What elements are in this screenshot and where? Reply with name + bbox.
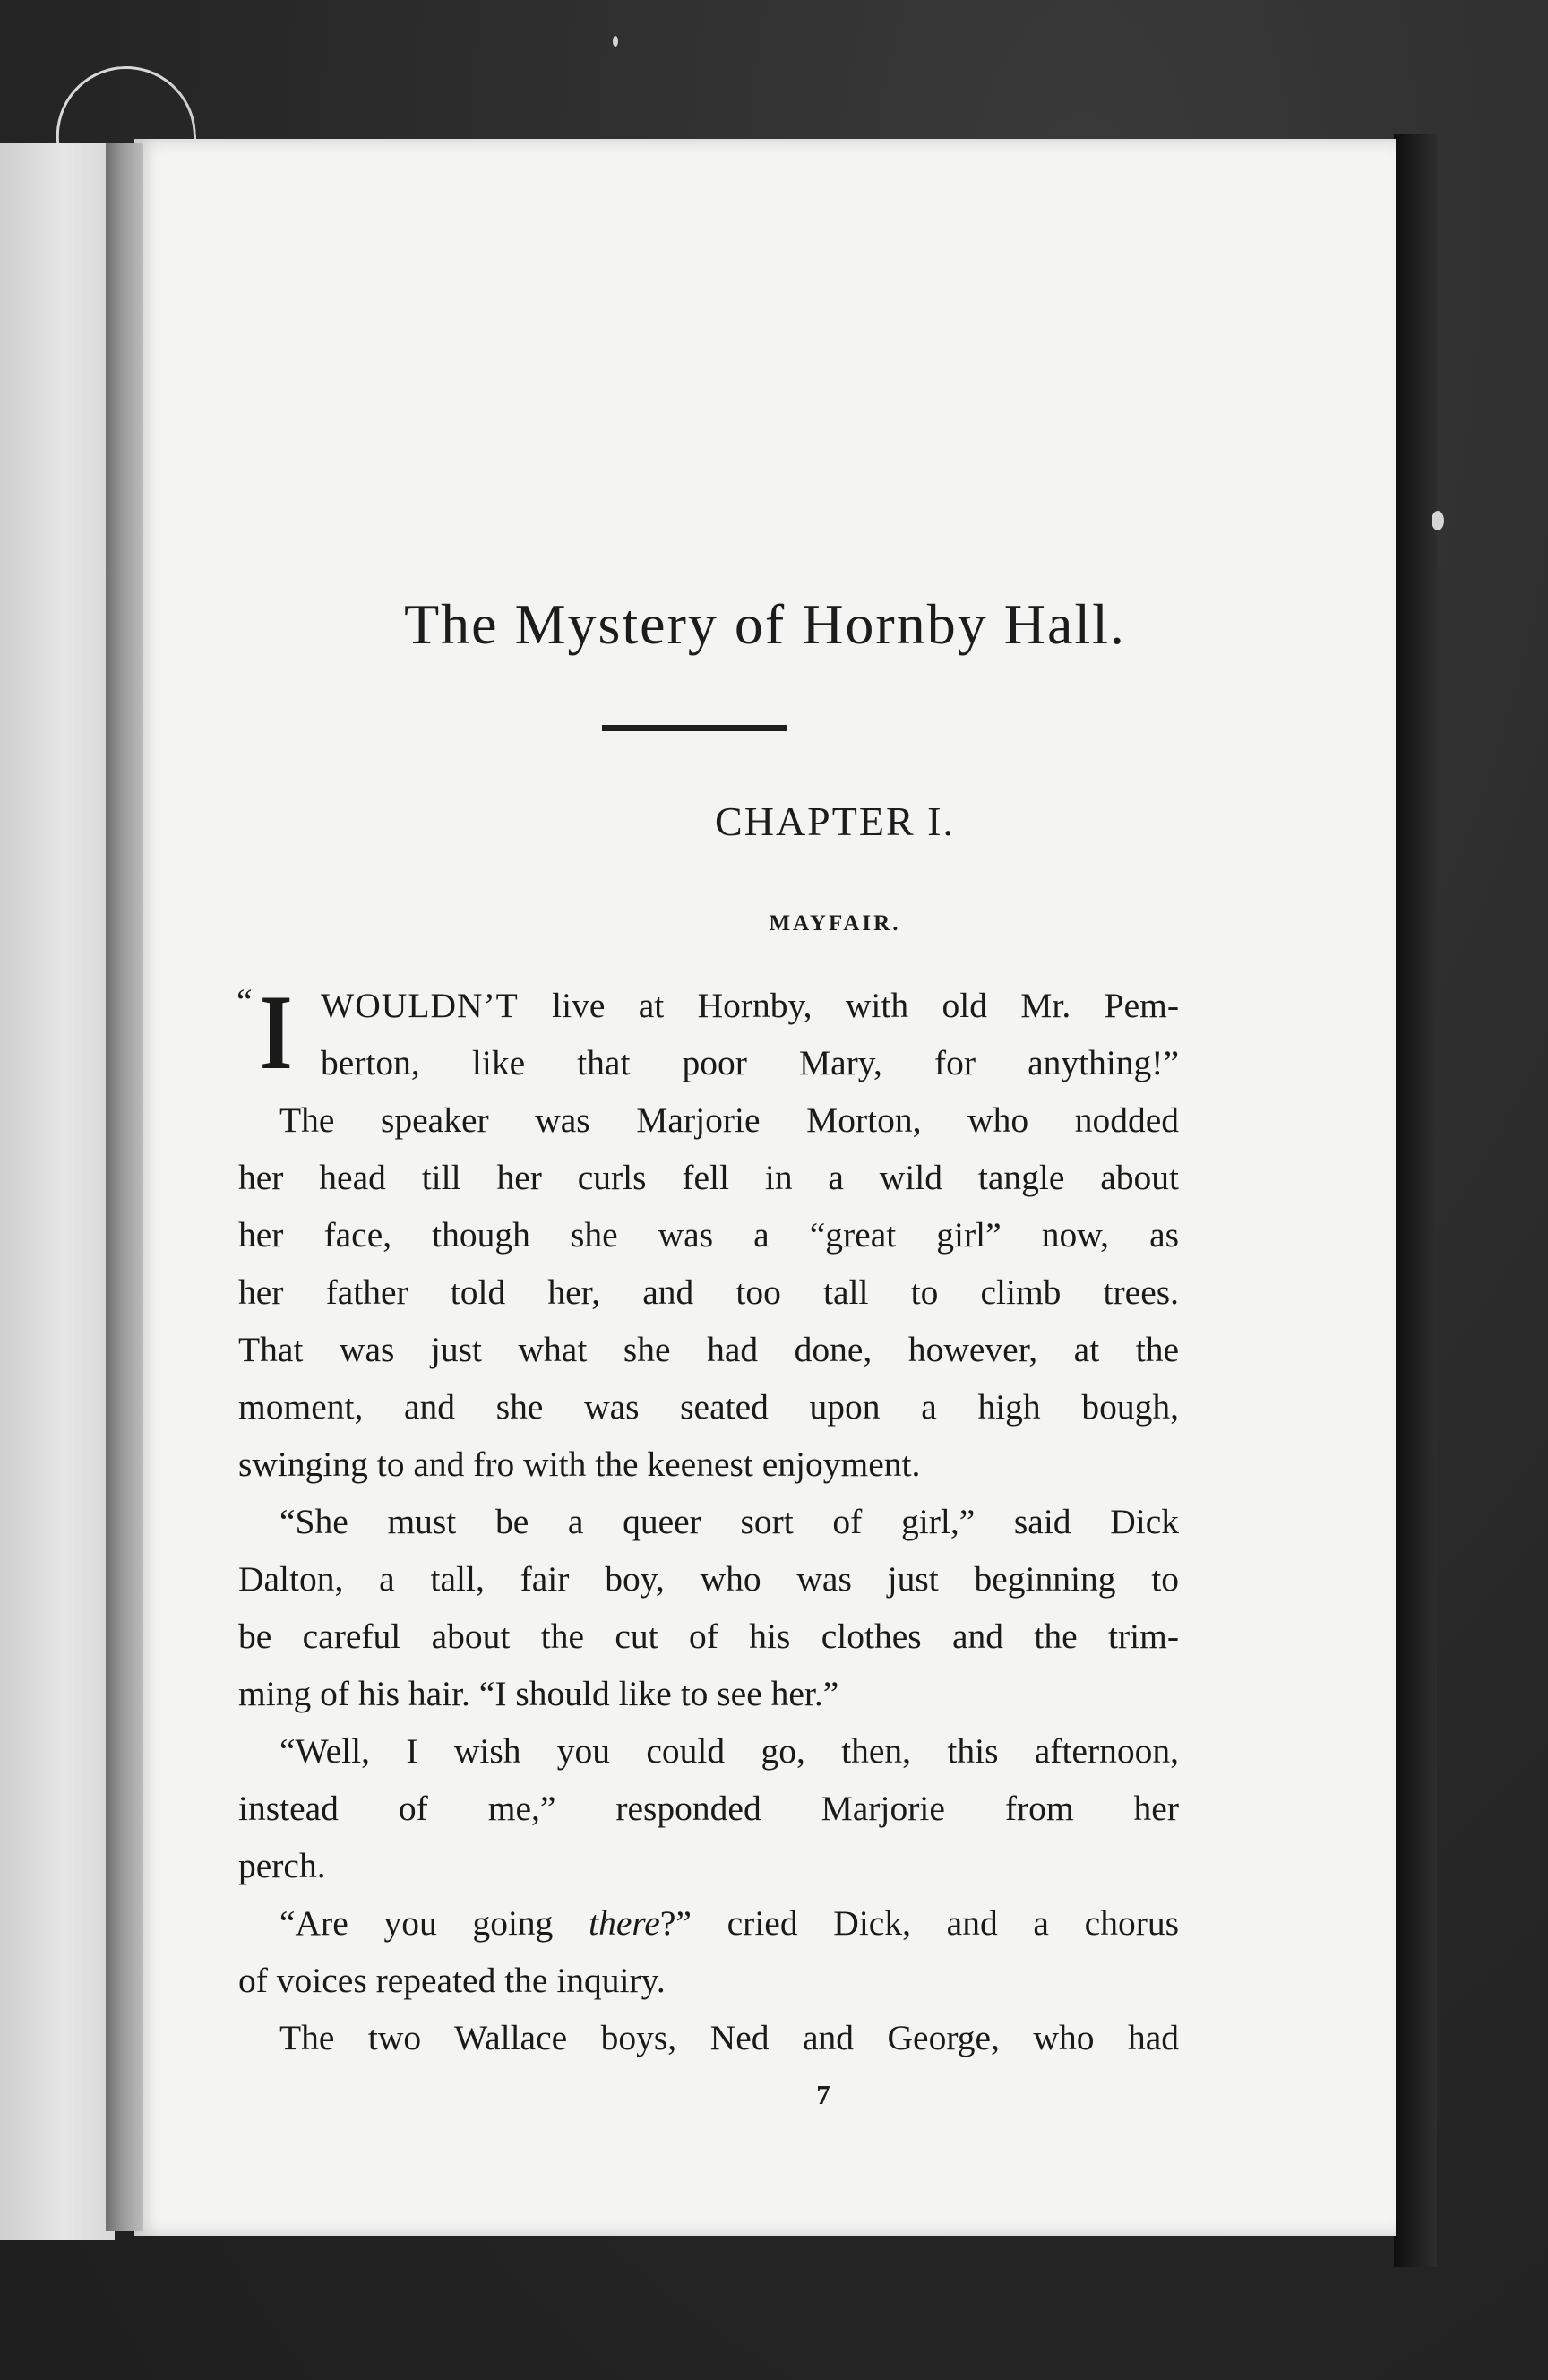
- page-gutter-shadow: [106, 143, 143, 2231]
- line-text: moment, and she was seated upon a high bough,: [238, 1387, 1179, 1427]
- text-line: [238, 977, 1179, 1034]
- lead-word: WOULDN’T: [321, 986, 519, 1025]
- line-text: “She must be a queer sort of girl,” said Dick: [280, 1502, 1179, 1541]
- title-rule: [602, 725, 787, 731]
- line-text: The two Wallace boys, Ned and George, who had: [280, 2018, 1179, 2057]
- drop-cap-letter: I: [260, 972, 293, 1091]
- text-line: [238, 1378, 1179, 1436]
- text-line: [238, 1206, 1179, 1263]
- drop-cap: [236, 972, 317, 1091]
- chapter-heading: CHAPTER I.: [715, 798, 955, 844]
- book-page: [134, 139, 1396, 2236]
- text-line: [238, 1894, 1179, 1952]
- line-text: swinging to and fro with the keenest enjoyment.: [238, 1444, 921, 1484]
- facing-page-edge: [0, 143, 115, 2240]
- text-line: [238, 1780, 1179, 1837]
- emphasized-word: there: [589, 1903, 660, 1943]
- text-line: [238, 1665, 1179, 1722]
- opening-paragraph-start: [236, 972, 1179, 1091]
- text-line: [238, 1493, 1179, 1550]
- scan-speck: [1432, 511, 1444, 530]
- line-text: be careful about the cut of his clothes and the trim-: [238, 1617, 1179, 1656]
- line-text: ?” cried Dick, and a chorus: [659, 1903, 1179, 1943]
- line-text: berton, like that poor Mary, for anything!”: [321, 1043, 1179, 1082]
- text-line: [238, 1550, 1179, 1608]
- text-line: [238, 1034, 1179, 1091]
- line-text: her face, though she was a “great girl” now, as: [238, 1215, 1179, 1255]
- text-line: [238, 1321, 1179, 1378]
- line-text: The speaker was Marjorie Morton, who nodded: [280, 1100, 1179, 1140]
- text-line: [238, 1436, 1179, 1493]
- drop-cap-quote: “: [236, 981, 253, 1022]
- body-text: [236, 972, 1179, 2066]
- line-text: of voices repeated the inquiry.: [238, 1961, 666, 2000]
- line-text: “Well, I wish you could go, then, this afternoon,: [280, 1731, 1179, 1771]
- scan-speck: [613, 36, 618, 47]
- text-line: [238, 1837, 1179, 1894]
- line-text: “Are you going: [280, 1903, 589, 1943]
- line-text: perch.: [238, 1846, 326, 1885]
- text-line: [238, 1722, 1179, 1780]
- text-line: [238, 1149, 1179, 1206]
- line-text: That was just what she had done, however, at the: [238, 1330, 1179, 1369]
- line-text: her head till her curls fell in a wild tangle about: [238, 1158, 1179, 1197]
- line-text: instead of me,” responded Marjorie from her: [238, 1789, 1179, 1828]
- text-line: [238, 1952, 1179, 2009]
- text-line: [238, 1091, 1179, 1149]
- text-line: [238, 2009, 1179, 2066]
- line-text: her father told her, and too tall to climb trees.: [238, 1272, 1179, 1312]
- book-title: The Mystery of Hornby Hall.: [404, 592, 1126, 656]
- chapter-subtitle: MAYFAIR.: [769, 911, 901, 936]
- book-cover-edge: [1394, 134, 1437, 2267]
- text-line: [238, 1263, 1179, 1321]
- text-line: [238, 1608, 1179, 1665]
- line-text: ming of his hair. “I should like to see her.”: [238, 1674, 839, 1713]
- line-text: Dalton, a tall, fair boy, who was just beginning to: [238, 1559, 1179, 1599]
- page-number: 7: [816, 2079, 830, 2110]
- line-text: live at Hornby, with old Mr. Pem-: [518, 986, 1179, 1025]
